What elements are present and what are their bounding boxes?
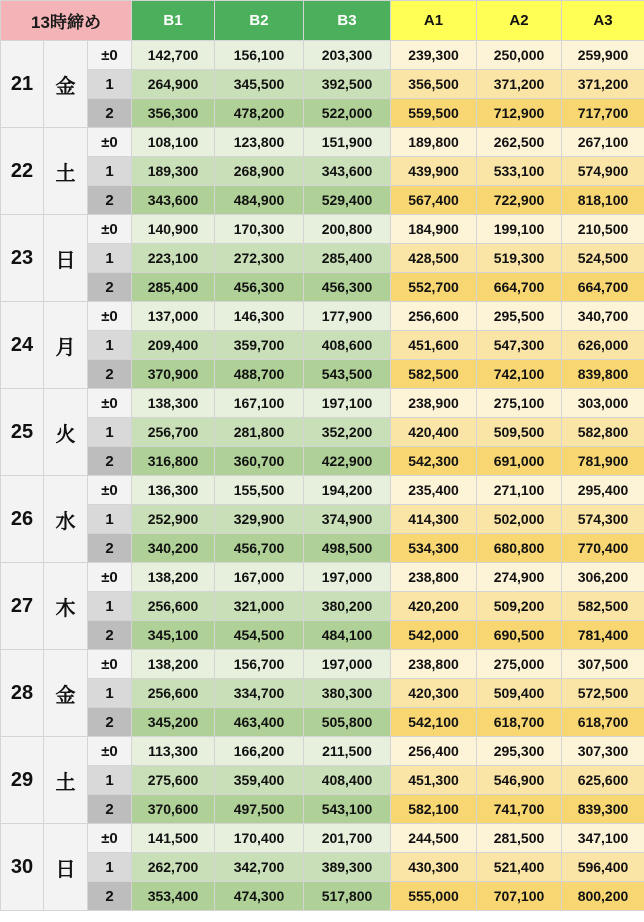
value-cell-b2: 456,700 — [215, 534, 304, 563]
value-cell-a3: 839,300 — [562, 795, 644, 824]
offset-cell: 1 — [88, 766, 132, 795]
value-cell-a1: 238,900 — [391, 389, 477, 418]
value-cell-b3: 285,400 — [304, 244, 391, 273]
offset-cell: 2 — [88, 360, 132, 389]
offset-cell: 2 — [88, 534, 132, 563]
value-cell-b1: 141,500 — [132, 824, 215, 853]
offset-cell: 2 — [88, 882, 132, 911]
value-cell-a1: 189,800 — [391, 128, 477, 157]
table-row — [1, 563, 644, 592]
offset-cell: 1 — [88, 853, 132, 882]
weekday-cell: 木 — [44, 563, 88, 650]
date-cell: 29 — [1, 737, 44, 824]
value-cell-a1: 559,500 — [391, 99, 477, 128]
value-cell-b1: 345,100 — [132, 621, 215, 650]
table-row — [1, 186, 644, 215]
value-cell-b1: 370,900 — [132, 360, 215, 389]
offset-cell: ±0 — [88, 563, 132, 592]
value-cell-b3: 522,000 — [304, 99, 391, 128]
value-cell-a1: 235,400 — [391, 476, 477, 505]
value-cell-a1: 420,400 — [391, 418, 477, 447]
offset-cell: ±0 — [88, 389, 132, 418]
offset-cell: 2 — [88, 708, 132, 737]
table-row — [1, 737, 644, 766]
value-cell-a1: 534,300 — [391, 534, 477, 563]
column-header-a3: A3 — [562, 1, 644, 41]
value-cell-b2: 156,100 — [215, 41, 304, 70]
date-cell: 26 — [1, 476, 44, 563]
value-cell-b3: 543,100 — [304, 795, 391, 824]
value-cell-b2: 497,500 — [215, 795, 304, 824]
table-row — [1, 99, 644, 128]
value-cell-a3: 572,500 — [562, 679, 644, 708]
weekday-cell: 火 — [44, 389, 88, 476]
value-cell-b3: 201,700 — [304, 824, 391, 853]
value-cell-b2: 146,300 — [215, 302, 304, 331]
value-cell-b2: 484,900 — [215, 186, 304, 215]
value-cell-a2: 271,100 — [477, 476, 562, 505]
value-cell-a2: 712,900 — [477, 99, 562, 128]
table-row — [1, 621, 644, 650]
value-cell-b3: 517,800 — [304, 882, 391, 911]
value-cell-b1: 223,100 — [132, 244, 215, 273]
value-cell-a3: 347,100 — [562, 824, 644, 853]
table-row — [1, 853, 644, 882]
value-cell-a1: 238,800 — [391, 650, 477, 679]
value-cell-a2: 274,900 — [477, 563, 562, 592]
value-cell-a3: 307,300 — [562, 737, 644, 766]
value-cell-a2: 691,000 — [477, 447, 562, 476]
table-row — [1, 447, 644, 476]
column-header-a1: A1 — [391, 1, 477, 41]
value-cell-a1: 542,100 — [391, 708, 477, 737]
value-cell-b3: 408,600 — [304, 331, 391, 360]
offset-cell: ±0 — [88, 128, 132, 157]
table-row — [1, 302, 644, 331]
offset-cell: 1 — [88, 244, 132, 273]
value-cell-b1: 189,300 — [132, 157, 215, 186]
header-row — [1, 1, 644, 41]
value-cell-a1: 552,700 — [391, 273, 477, 302]
value-cell-b3: 389,300 — [304, 853, 391, 882]
value-cell-b3: 392,500 — [304, 70, 391, 99]
table-row — [1, 360, 644, 389]
value-cell-b3: 408,400 — [304, 766, 391, 795]
column-header-b3: B3 — [304, 1, 391, 41]
offset-cell: 2 — [88, 273, 132, 302]
table-row — [1, 766, 644, 795]
table-row — [1, 157, 644, 186]
value-cell-a3: 259,900 — [562, 41, 644, 70]
value-cell-a1: 244,500 — [391, 824, 477, 853]
value-cell-b2: 488,700 — [215, 360, 304, 389]
table-row — [1, 650, 644, 679]
weekday-cell: 土 — [44, 128, 88, 215]
offset-cell: ±0 — [88, 476, 132, 505]
value-cell-a2: 295,500 — [477, 302, 562, 331]
value-cell-a2: 519,300 — [477, 244, 562, 273]
value-cell-b1: 345,200 — [132, 708, 215, 737]
offset-cell: 1 — [88, 679, 132, 708]
value-cell-b1: 262,700 — [132, 853, 215, 882]
value-cell-b2: 329,900 — [215, 505, 304, 534]
value-cell-b1: 136,300 — [132, 476, 215, 505]
value-cell-a3: 303,000 — [562, 389, 644, 418]
value-cell-a2: 742,100 — [477, 360, 562, 389]
value-cell-a3: 626,000 — [562, 331, 644, 360]
value-cell-a1: 430,300 — [391, 853, 477, 882]
value-cell-b2: 155,500 — [215, 476, 304, 505]
value-cell-b1: 108,100 — [132, 128, 215, 157]
table-title: 13時締め — [1, 1, 132, 41]
value-cell-b1: 252,900 — [132, 505, 215, 534]
value-cell-b3: 543,500 — [304, 360, 391, 389]
value-cell-a1: 414,300 — [391, 505, 477, 534]
value-cell-a1: 420,300 — [391, 679, 477, 708]
offset-cell: 1 — [88, 505, 132, 534]
value-cell-b2: 167,100 — [215, 389, 304, 418]
table-row — [1, 592, 644, 621]
value-cell-a2: 690,500 — [477, 621, 562, 650]
value-cell-b3: 197,000 — [304, 563, 391, 592]
value-cell-b3: 498,500 — [304, 534, 391, 563]
value-cell-b1: 140,900 — [132, 215, 215, 244]
value-cell-b3: 380,300 — [304, 679, 391, 708]
offset-cell: ±0 — [88, 41, 132, 70]
value-cell-a1: 256,400 — [391, 737, 477, 766]
date-cell: 28 — [1, 650, 44, 737]
offset-cell: ±0 — [88, 824, 132, 853]
value-cell-b1: 316,800 — [132, 447, 215, 476]
value-cell-b2: 478,200 — [215, 99, 304, 128]
value-cell-a3: 574,300 — [562, 505, 644, 534]
weekday-cell: 日 — [44, 215, 88, 302]
value-cell-a3: 582,500 — [562, 592, 644, 621]
value-cell-a3: 371,200 — [562, 70, 644, 99]
value-cell-a1: 184,900 — [391, 215, 477, 244]
value-cell-b3: 203,300 — [304, 41, 391, 70]
value-cell-a3: 618,700 — [562, 708, 644, 737]
value-cell-a2: 509,400 — [477, 679, 562, 708]
value-cell-b1: 340,200 — [132, 534, 215, 563]
value-cell-b2: 156,700 — [215, 650, 304, 679]
value-cell-b2: 281,800 — [215, 418, 304, 447]
value-cell-a1: 238,800 — [391, 563, 477, 592]
value-cell-a3: 574,900 — [562, 157, 644, 186]
value-cell-b2: 272,300 — [215, 244, 304, 273]
value-cell-a2: 664,700 — [477, 273, 562, 302]
value-cell-a2: 371,200 — [477, 70, 562, 99]
value-cell-b2: 360,700 — [215, 447, 304, 476]
value-cell-a3: 340,700 — [562, 302, 644, 331]
value-cell-a2: 533,100 — [477, 157, 562, 186]
table-row — [1, 128, 644, 157]
value-cell-a3: 267,100 — [562, 128, 644, 157]
table-row — [1, 505, 644, 534]
offset-cell: ±0 — [88, 302, 132, 331]
table-row — [1, 679, 644, 708]
value-cell-a3: 524,500 — [562, 244, 644, 273]
offset-cell: 1 — [88, 157, 132, 186]
weekday-cell: 水 — [44, 476, 88, 563]
column-header-b2: B2 — [215, 1, 304, 41]
value-cell-b1: 343,600 — [132, 186, 215, 215]
date-cell: 21 — [1, 41, 44, 128]
value-cell-a3: 781,400 — [562, 621, 644, 650]
value-cell-a2: 295,300 — [477, 737, 562, 766]
value-cell-a1: 420,200 — [391, 592, 477, 621]
value-cell-a3: 295,400 — [562, 476, 644, 505]
value-cell-b2: 456,300 — [215, 273, 304, 302]
value-cell-a2: 250,000 — [477, 41, 562, 70]
value-cell-a3: 800,200 — [562, 882, 644, 911]
value-cell-a3: 781,900 — [562, 447, 644, 476]
date-cell: 30 — [1, 824, 44, 911]
value-cell-b1: 256,600 — [132, 592, 215, 621]
value-cell-a2: 722,900 — [477, 186, 562, 215]
value-cell-a1: 582,500 — [391, 360, 477, 389]
value-cell-b1: 353,400 — [132, 882, 215, 911]
value-cell-a2: 546,900 — [477, 766, 562, 795]
value-cell-a3: 625,600 — [562, 766, 644, 795]
date-cell: 23 — [1, 215, 44, 302]
value-cell-a2: 547,300 — [477, 331, 562, 360]
table-row — [1, 824, 644, 853]
offset-cell: 1 — [88, 418, 132, 447]
value-cell-a3: 210,500 — [562, 215, 644, 244]
value-cell-a2: 275,100 — [477, 389, 562, 418]
column-header-b1: B1 — [132, 1, 215, 41]
offset-cell: 1 — [88, 331, 132, 360]
value-cell-b1: 138,200 — [132, 563, 215, 592]
value-cell-a1: 542,000 — [391, 621, 477, 650]
value-cell-a3: 664,700 — [562, 273, 644, 302]
value-cell-a1: 582,100 — [391, 795, 477, 824]
table-row — [1, 273, 644, 302]
value-cell-b3: 197,000 — [304, 650, 391, 679]
value-cell-b2: 123,800 — [215, 128, 304, 157]
weekday-cell: 金 — [44, 41, 88, 128]
value-cell-a1: 567,400 — [391, 186, 477, 215]
table-row — [1, 534, 644, 563]
table-row — [1, 882, 644, 911]
value-cell-a2: 275,000 — [477, 650, 562, 679]
value-cell-b3: 422,900 — [304, 447, 391, 476]
value-cell-b3: 343,600 — [304, 157, 391, 186]
table-row — [1, 795, 644, 824]
value-cell-a1: 239,300 — [391, 41, 477, 70]
value-cell-b2: 359,700 — [215, 331, 304, 360]
value-cell-a1: 451,300 — [391, 766, 477, 795]
value-cell-b1: 209,400 — [132, 331, 215, 360]
weekday-cell: 日 — [44, 824, 88, 911]
value-cell-a1: 555,000 — [391, 882, 477, 911]
value-cell-b3: 197,100 — [304, 389, 391, 418]
table-row — [1, 418, 644, 447]
offset-cell: 2 — [88, 99, 132, 128]
value-cell-a1: 256,600 — [391, 302, 477, 331]
weekday-cell: 土 — [44, 737, 88, 824]
value-cell-b3: 374,900 — [304, 505, 391, 534]
value-cell-b2: 166,200 — [215, 737, 304, 766]
value-cell-a2: 199,100 — [477, 215, 562, 244]
offset-cell: 1 — [88, 592, 132, 621]
value-cell-a3: 596,400 — [562, 853, 644, 882]
value-cell-a2: 707,100 — [477, 882, 562, 911]
date-cell: 22 — [1, 128, 44, 215]
value-cell-b3: 352,200 — [304, 418, 391, 447]
value-cell-a2: 741,700 — [477, 795, 562, 824]
value-cell-a2: 509,500 — [477, 418, 562, 447]
value-cell-b1: 275,600 — [132, 766, 215, 795]
offset-cell: ±0 — [88, 737, 132, 766]
offset-cell: 2 — [88, 621, 132, 650]
value-cell-a2: 680,800 — [477, 534, 562, 563]
table-row — [1, 41, 644, 70]
value-cell-a2: 281,500 — [477, 824, 562, 853]
value-cell-a1: 439,900 — [391, 157, 477, 186]
value-cell-b1: 113,300 — [132, 737, 215, 766]
table-row — [1, 476, 644, 505]
value-cell-b3: 484,100 — [304, 621, 391, 650]
value-cell-a1: 356,500 — [391, 70, 477, 99]
value-cell-b2: 268,900 — [215, 157, 304, 186]
value-cell-a2: 262,500 — [477, 128, 562, 157]
offset-cell: 2 — [88, 795, 132, 824]
value-cell-b1: 138,200 — [132, 650, 215, 679]
value-cell-a2: 618,700 — [477, 708, 562, 737]
value-cell-b3: 505,800 — [304, 708, 391, 737]
value-cell-b1: 356,300 — [132, 99, 215, 128]
value-cell-b1: 264,900 — [132, 70, 215, 99]
value-cell-b2: 454,500 — [215, 621, 304, 650]
value-cell-b1: 285,400 — [132, 273, 215, 302]
value-cell-b1: 370,600 — [132, 795, 215, 824]
date-cell: 25 — [1, 389, 44, 476]
value-cell-b2: 167,000 — [215, 563, 304, 592]
table-body — [1, 41, 644, 911]
offset-cell: ±0 — [88, 650, 132, 679]
date-cell: 24 — [1, 302, 44, 389]
value-cell-b1: 256,600 — [132, 679, 215, 708]
value-cell-a1: 451,600 — [391, 331, 477, 360]
offset-cell: ±0 — [88, 215, 132, 244]
value-cell-b1: 256,700 — [132, 418, 215, 447]
weekday-cell: 金 — [44, 650, 88, 737]
value-cell-b2: 170,300 — [215, 215, 304, 244]
value-cell-b2: 345,500 — [215, 70, 304, 99]
value-cell-a2: 521,400 — [477, 853, 562, 882]
value-cell-b2: 334,700 — [215, 679, 304, 708]
value-cell-b3: 456,300 — [304, 273, 391, 302]
value-cell-b3: 200,800 — [304, 215, 391, 244]
value-cell-a3: 839,800 — [562, 360, 644, 389]
value-cell-b3: 380,200 — [304, 592, 391, 621]
table-row — [1, 389, 644, 418]
table-row — [1, 70, 644, 99]
value-cell-b3: 529,400 — [304, 186, 391, 215]
value-cell-a3: 306,200 — [562, 563, 644, 592]
offset-cell: 2 — [88, 447, 132, 476]
column-header-a2: A2 — [477, 1, 562, 41]
table-row — [1, 215, 644, 244]
value-cell-b3: 194,200 — [304, 476, 391, 505]
value-cell-a3: 770,400 — [562, 534, 644, 563]
value-cell-b2: 463,400 — [215, 708, 304, 737]
date-cell: 27 — [1, 563, 44, 650]
table-row — [1, 244, 644, 273]
table-row — [1, 331, 644, 360]
value-cell-a1: 428,500 — [391, 244, 477, 273]
value-cell-b1: 142,700 — [132, 41, 215, 70]
value-cell-b2: 359,400 — [215, 766, 304, 795]
value-cell-b1: 137,000 — [132, 302, 215, 331]
value-cell-b3: 151,900 — [304, 128, 391, 157]
value-cell-b3: 211,500 — [304, 737, 391, 766]
value-cell-b2: 474,300 — [215, 882, 304, 911]
value-cell-a2: 502,000 — [477, 505, 562, 534]
offset-cell: 2 — [88, 186, 132, 215]
value-cell-a3: 717,700 — [562, 99, 644, 128]
value-cell-a3: 307,500 — [562, 650, 644, 679]
value-cell-b3: 177,900 — [304, 302, 391, 331]
value-cell-b2: 170,400 — [215, 824, 304, 853]
value-cell-a2: 509,200 — [477, 592, 562, 621]
value-cell-b2: 342,700 — [215, 853, 304, 882]
value-cell-b1: 138,300 — [132, 389, 215, 418]
offset-cell: 1 — [88, 70, 132, 99]
value-cell-a3: 582,800 — [562, 418, 644, 447]
table-row — [1, 708, 644, 737]
value-cell-a1: 542,300 — [391, 447, 477, 476]
weekday-cell: 月 — [44, 302, 88, 389]
value-cell-b2: 321,000 — [215, 592, 304, 621]
value-cell-a3: 818,100 — [562, 186, 644, 215]
